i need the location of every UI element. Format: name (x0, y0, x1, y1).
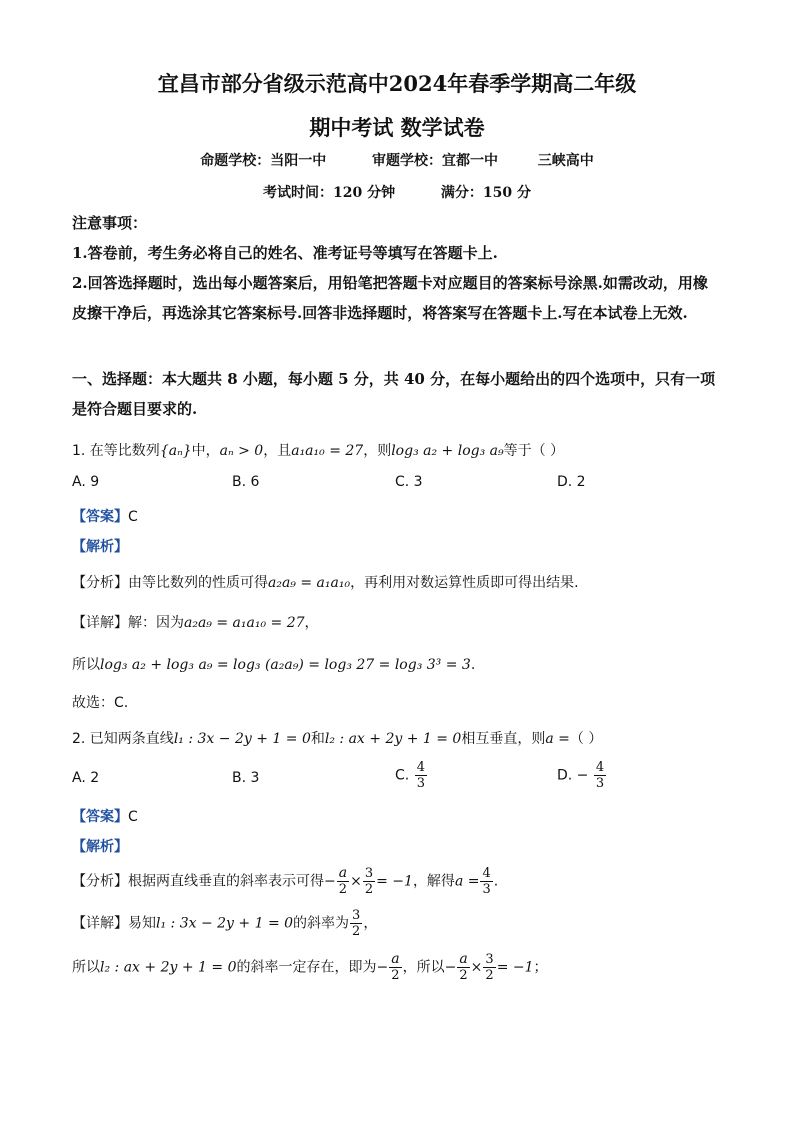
author-school: 命题学校：当阳一中 (200, 153, 327, 169)
reviewer-school-2: 三峡高中 (537, 153, 594, 169)
q2-detail-line: 【详解】易知l₁ : 3x − 2y + 1 = 0的斜率为 $\frac{3}{2}$ ， (72, 908, 378, 939)
answer-tag: 【答案】 (72, 509, 128, 525)
question-1-stem: 1. 在等比数列{aₙ}中，aₙ > 0，且a₁a₁₀ = 27，则log₃ a₂ + log₃ a₉等于（ ） (72, 443, 565, 459)
q1-fenxi-line: 【分析】由等比数列的性质可得a₂a₉ = a₁a₁₀，再利用对数运算性质即可得出结果. (72, 575, 579, 591)
q2-option-a: A. 2 (72, 770, 100, 786)
q2-option-d: D. − $\frac{4}{3}$ (557, 760, 605, 791)
fraction: $\frac{a}{2}$ (338, 865, 348, 897)
q2-option-c: C. $\frac{4}{3}$ (395, 760, 425, 791)
q1-option-d: D. 2 (557, 474, 586, 490)
q1-answer-line (72, 506, 138, 526)
exam-time: 考试时间：120 分钟 (263, 185, 396, 201)
reviewer-school: 审题学校：宜都一中 (372, 153, 498, 169)
fraction: $\frac{3}{2}$ (485, 952, 494, 983)
exam-info-line (0, 182, 794, 202)
exam-title-line1: 宜昌市部分省级示范高中2024年春季学期高二年级 (157, 71, 637, 96)
q1-option-c: C. 3 (395, 474, 423, 490)
q1-detail-line: 【详解】解：因为a₂a₉ = a₁a₁₀ = 27， (72, 615, 319, 631)
notes-heading: 注意事项： (72, 214, 148, 232)
q2-option-c-fraction: $\frac{4}{3}$ (416, 760, 425, 791)
q2-fenxi-line: 【分析】根据两直线垂直的斜率表示可得− $\frac{a}{2}$ × $\frac{3}{2}$ = −1，解得a = $\frac{4}{3}$ . (72, 865, 499, 897)
exam-full-score: 满分：150 分 (440, 185, 531, 201)
fraction: $\frac{a}{2}$ (391, 951, 400, 983)
q1-choose-line: 故选：C. (72, 695, 129, 711)
question-2-stem: 2. 已知两条直线l₁ : 3x − 2y + 1 = 0和l₂ : ax + 2y + 1 = 0相互垂直，则a =（ ） (72, 731, 603, 747)
q1-option-b: B. 6 (232, 474, 260, 490)
answer-tag: 【答案】 (72, 809, 128, 825)
fraction: $\frac{4}{3}$ (482, 866, 491, 897)
exam-title-line2: 期中考试 数学试卷 (309, 115, 485, 140)
q1-analysis-tag: 【解析】 (72, 539, 128, 555)
author-line (0, 150, 794, 170)
fraction: $\frac{3}{2}$ (352, 908, 361, 939)
q1-so-line: 所以log₃ a₂ + log₃ a₉ = log₃ (a₂a₉) = log₃ 27 = log₃ 3³ = 3. (72, 657, 476, 673)
fraction: $\frac{a}{2}$ (459, 951, 468, 983)
q1-option-a: A. 9 (72, 474, 100, 490)
notes-item-1: 1.答卷前，考生务必将自己的姓名、准考证号等填写在答题卡上. (72, 244, 498, 262)
q2-option-d-fraction: $\frac{4}{3}$ (595, 760, 605, 791)
notes-item-2: 2.回答选择题时，选出每小题答案后，用铅笔把答题卡对应题目的答案标号涂黑.如需改动，用橡皮擦干净后，再选涂其它答案标号.回答非选择题时，将答案写在答题卡上.写在本试卷上无效. (72, 274, 708, 322)
q2-answer-line (72, 806, 138, 826)
q2-answer: C (128, 809, 138, 825)
q2-option-b: B. 3 (232, 770, 260, 786)
fraction: $\frac{3}{2}$ (364, 866, 374, 897)
q1-answer: C (128, 509, 138, 525)
q2-analysis-tag: 【解析】 (72, 839, 128, 855)
section-1-heading: 一、选择题：本大题共 8 小题，每小题 5 分，共 40 分，在每小题给出的四个选项中，只有一项是符合题目要求的. (72, 370, 716, 418)
q2-so-line: 所以l₂ : ax + 2y + 1 = 0的斜率一定存在，即为− $\frac{a}{2}$ ，所以− $\frac{a}{2}$ × $\frac{3}{2}$ = −1； (72, 951, 548, 983)
